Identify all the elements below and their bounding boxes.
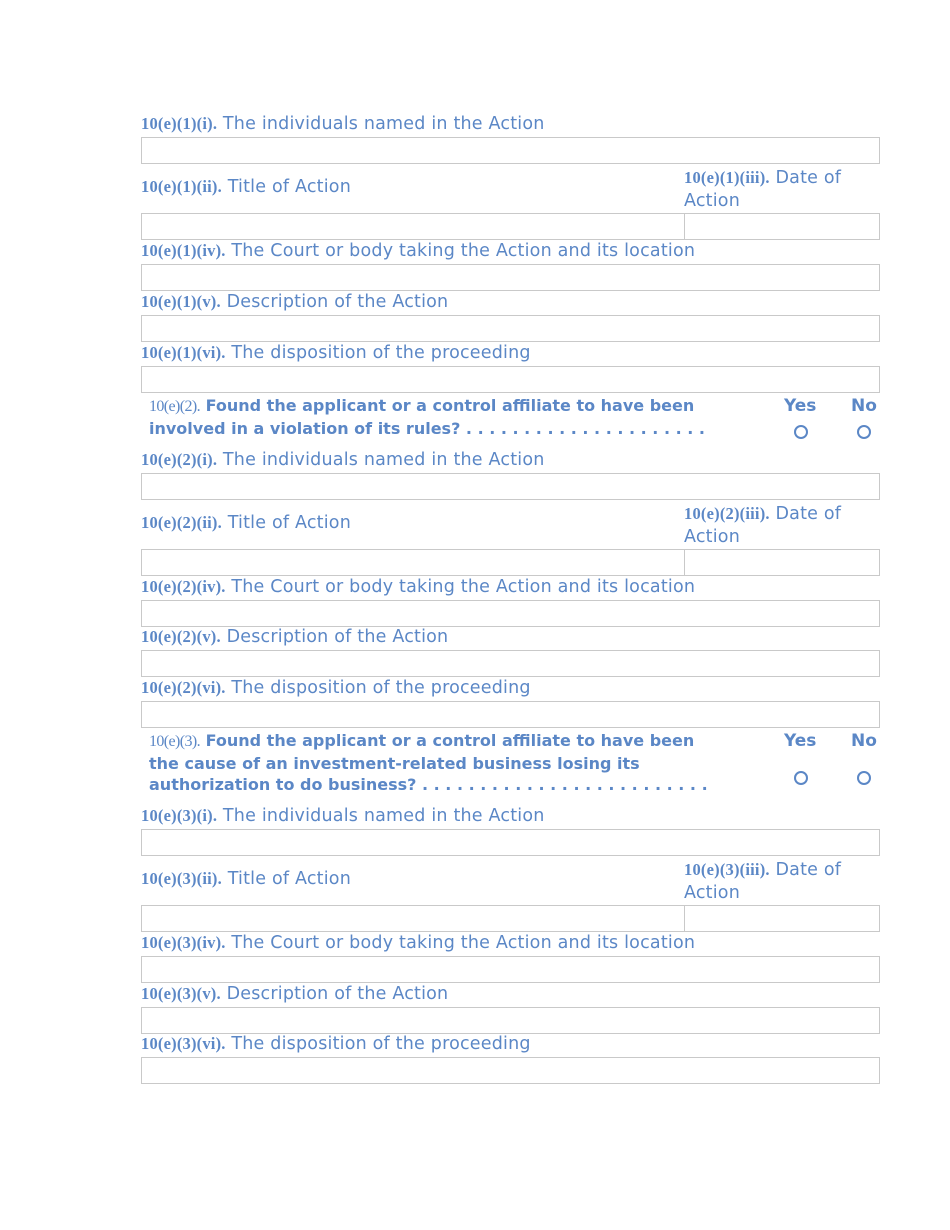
date-field-2[interactable]: [684, 549, 880, 576]
title-field-2[interactable]: [141, 549, 684, 576]
date-field-3[interactable]: [684, 905, 880, 932]
disposition-field-1[interactable]: [141, 366, 880, 393]
individuals-field-2[interactable]: [141, 473, 880, 500]
court-label-1: 10(e)(1)(iv). The Court or body taking the Action and its location: [141, 241, 696, 261]
court-label-3: 10(e)(3)(iv). The Court or body taking the Action and its location: [141, 933, 696, 953]
no-label-10e3: No: [851, 731, 877, 751]
disposition-label-2: 10(e)(2)(vi). The disposition of the proceeding: [141, 678, 531, 698]
individuals-field-1[interactable]: [141, 137, 880, 164]
date-label-1: 10(e)(1)(iii). Date of Action: [684, 168, 842, 211]
disposition-label-1: 10(e)(1)(vi). The disposition of the proceeding: [141, 343, 531, 363]
court-label-2: 10(e)(2)(iv). The Court or body taking the Action and its location: [141, 577, 696, 597]
individuals-label-3: 10(e)(3)(i). The individuals named in the Action: [141, 806, 545, 826]
date-label-3: 10(e)(3)(iii). Date of Action: [684, 860, 842, 903]
individuals-field-3[interactable]: [141, 829, 880, 856]
disposition-label-3: 10(e)(3)(vi). The disposition of the proceeding: [141, 1034, 531, 1054]
title-field-3[interactable]: [141, 905, 684, 932]
individuals-label-2: 10(e)(2)(i). The individuals named in the Action: [141, 450, 545, 470]
description-label-3: 10(e)(3)(v). Description of the Action: [141, 984, 449, 1004]
description-field-1[interactable]: [141, 315, 880, 342]
yes-label-10e2: Yes: [784, 396, 817, 416]
description-field-2[interactable]: [141, 650, 880, 677]
court-field-1[interactable]: [141, 264, 880, 291]
description-field-3[interactable]: [141, 1007, 880, 1034]
question-10e3: 10(e)(3). Found the applicant or a control affiliate to have been the cause of an investment-related business losing its authorization to do business? . . . . . . . . . . . . . . . . . . . . . . . . .: [149, 731, 708, 794]
date-field-1[interactable]: [684, 213, 880, 240]
no-label-10e2: No: [851, 396, 877, 416]
yes-radio-10e3[interactable]: [794, 771, 808, 785]
no-radio-10e3[interactable]: [857, 771, 871, 785]
title-label-3: 10(e)(3)(ii). Title of Action: [141, 869, 352, 889]
date-label-2: 10(e)(2)(iii). Date of Action: [684, 504, 842, 547]
yes-radio-10e2[interactable]: [794, 425, 808, 439]
yes-label-10e3: Yes: [784, 731, 817, 751]
individuals-label-1: 10(e)(1)(i). The individuals named in the Action: [141, 114, 545, 134]
description-label-1: 10(e)(1)(v). Description of the Action: [141, 292, 449, 312]
disposition-field-2[interactable]: [141, 701, 880, 728]
title-label-2: 10(e)(2)(ii). Title of Action: [141, 513, 352, 533]
question-10e2: 10(e)(2). Found the applicant or a control affiliate to have been involved in a violation of its rules? . . . . . . . . . . . . . . . . . . . . .: [149, 396, 705, 438]
disposition-field-3[interactable]: [141, 1057, 880, 1084]
description-label-2: 10(e)(2)(v). Description of the Action: [141, 627, 449, 647]
title-field-1[interactable]: [141, 213, 684, 240]
no-radio-10e2[interactable]: [857, 425, 871, 439]
court-field-2[interactable]: [141, 600, 880, 627]
title-label-1: 10(e)(1)(ii). Title of Action: [141, 177, 352, 197]
court-field-3[interactable]: [141, 956, 880, 983]
